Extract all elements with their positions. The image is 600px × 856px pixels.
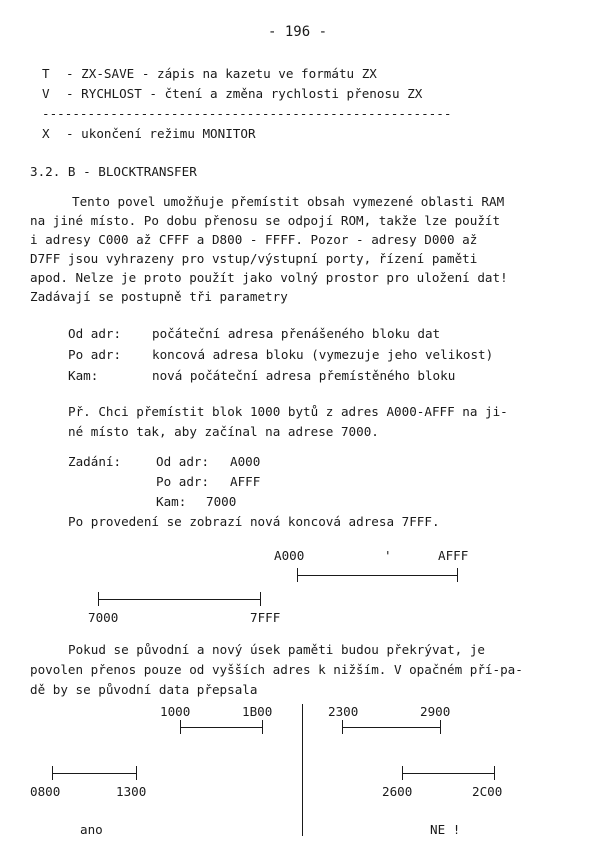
param-desc: koncová adresa bloku (vymezuje jeho velikost)	[152, 347, 494, 362]
paragraph-line: D7FF jsou vyhrazeny pro vstup/výstupní porty, řízení paměti	[30, 251, 478, 266]
bracket-line	[297, 575, 457, 576]
diagram-label: 2600	[382, 784, 413, 799]
diagram-label: AFFF	[438, 548, 469, 563]
command-key: X	[42, 126, 50, 141]
diagram-label: 0800	[30, 784, 61, 799]
diagram-label: 7FFF	[250, 610, 281, 625]
param-label: Kam:	[68, 368, 99, 383]
diagram-label: 2300	[328, 704, 359, 719]
input-value: AFFF	[230, 474, 261, 489]
command-key: T	[42, 66, 50, 81]
verdict-label: NE !	[430, 822, 461, 837]
paragraph-line: na jiné místo. Po dobu přenosu se odpojí ROM, takže lze použít	[30, 213, 501, 228]
paragraph-line: Tento povel umožňuje přemístit obsah vymezené oblasti RAM	[72, 194, 505, 209]
paragraph-line: apod. Nelze je proto použít jako volný prostor pro uložení dat!	[30, 270, 508, 285]
bracket-tick	[262, 720, 263, 734]
divider-line	[302, 704, 303, 836]
bracket-tick	[457, 568, 458, 582]
bracket-tick	[494, 766, 495, 780]
bracket-line	[52, 773, 136, 774]
diagram-label: '	[384, 548, 392, 563]
param-label: Po adr:	[68, 347, 122, 362]
input-param: Po adr:	[156, 474, 210, 489]
example-line: né místo tak, aby začínal na adrese 7000.	[68, 424, 379, 439]
bracket-line	[180, 727, 262, 728]
input-value: 7000	[206, 494, 237, 509]
bracket-line	[98, 599, 260, 600]
diagram-label: A000	[274, 548, 305, 563]
bracket-tick	[260, 592, 261, 606]
diagram-label: 1300	[116, 784, 147, 799]
paragraph-line: dě by se původní data přepsala	[30, 682, 258, 697]
paragraph-line: i adresy C000 až CFFF a D800 - FFFF. Pozor - adresy D000 až	[30, 232, 478, 247]
separator-line: ------------------------------------------------------	[42, 106, 452, 121]
bracket-tick	[136, 766, 137, 780]
param-desc: nová počáteční adresa přemístěného bloku	[152, 368, 456, 383]
input-param: Od adr:	[156, 454, 210, 469]
command-text: - ZX-SAVE - zápis na kazetu ve formátu ZX	[66, 66, 377, 81]
bracket-tick	[440, 720, 441, 734]
command-key: V	[42, 86, 50, 101]
paragraph-line: Zadávají se postupně tři parametry	[30, 289, 288, 304]
diagram-label: 2C00	[472, 784, 503, 799]
input-param: Kam:	[156, 494, 187, 509]
diagram-label: 1B00	[242, 704, 273, 719]
diagram-label: 1000	[160, 704, 191, 719]
command-text: - ukončení režimu MONITOR	[66, 126, 256, 141]
paragraph-line: povolen přenos pouze od vyšších adres k nižším. V opačném pří-pa-	[30, 662, 523, 677]
input-value: A000	[230, 454, 261, 469]
result-line: Po provedení se zobrazí nová koncová adresa 7FFF.	[68, 514, 440, 529]
input-label: Zadání:	[68, 454, 122, 469]
param-label: Od adr:	[68, 326, 122, 341]
diagram-label: 2900	[420, 704, 451, 719]
paragraph-line: Pokud se původní a nový úsek paměti budou překrývat, je	[68, 642, 486, 657]
example-line: Př. Chci přemístit blok 1000 bytů z adres A000-AFFF na ji-	[68, 404, 508, 419]
diagram-label: 7000	[88, 610, 119, 625]
bracket-line	[402, 773, 494, 774]
page-number: - 196 -	[268, 24, 328, 40]
verdict-label: ano	[80, 822, 103, 837]
command-text: - RYCHLOST - čtení a změna rychlosti přenosu ZX	[66, 86, 423, 101]
bracket-line	[342, 727, 440, 728]
param-desc: počáteční adresa přenášeného bloku dat	[152, 326, 441, 341]
section-title: 3.2. B - BLOCKTRANSFER	[30, 164, 197, 179]
